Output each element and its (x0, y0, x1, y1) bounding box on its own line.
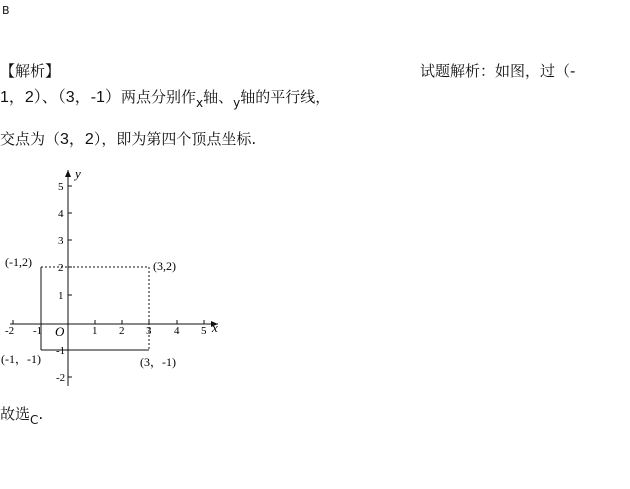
analysis-header: 【解析】 (0, 62, 61, 80)
x-tick-label: 5 (201, 325, 207, 337)
choice-letter: C (30, 413, 39, 427)
x-axis-label: x (212, 320, 218, 335)
x-tick-label: -2 (5, 325, 15, 337)
conclusion-text: 故选 (0, 405, 31, 423)
point-label-a: (-1,2) (5, 255, 32, 269)
line1-mid2: 轴、 (203, 88, 234, 106)
answer-label: B (2, 4, 10, 17)
conclusion-end: . (38, 405, 44, 423)
y-tick-label: -2 (56, 372, 66, 384)
y-tick-label: 2 (58, 262, 64, 274)
line1-mid: 两点分别作 (120, 88, 196, 106)
origin-label: O (55, 324, 65, 339)
line1-end: 轴的平行线， (240, 88, 331, 106)
y-axis-arrow (65, 170, 71, 177)
coordinate-graph (0, 160, 240, 390)
y-letter: y (233, 96, 241, 110)
y-tick-label: 5 (58, 181, 64, 193)
y-tick-label: -1 (56, 345, 66, 357)
x-letter: x (195, 96, 204, 110)
y-axis-label: y (75, 166, 81, 181)
point-label-c: (-1，-1) (1, 352, 41, 366)
analysis-lead-text: 试题解析：如图，过（- (420, 62, 576, 80)
line2-start: 交点为（ (0, 130, 61, 148)
x-tick-label: 3 (146, 325, 152, 337)
analysis-line-1 (0, 84, 331, 110)
y-tick-label: 3 (58, 235, 64, 247)
conclusion-line (0, 403, 44, 427)
x-tick-label: 1 (92, 325, 98, 337)
points-text: 1，2）、（3，-1） (0, 89, 121, 106)
x-tick-label: -1 (33, 325, 43, 337)
x-tick-marks (13, 320, 204, 324)
analysis-line-2 (0, 126, 256, 149)
x-tick-label: 2 (119, 325, 125, 337)
y-tick-label: 4 (58, 208, 64, 220)
y-tick-marks (68, 186, 72, 377)
point-label-b: (3,2) (153, 259, 176, 273)
line2-end: ），即为第四个顶点坐标. (93, 130, 257, 148)
x-tick-label: 4 (174, 325, 180, 337)
vertex-coord: 3，2 (60, 131, 94, 148)
point-label-d: (3，-1) (140, 355, 176, 369)
y-tick-label: 1 (58, 290, 64, 302)
